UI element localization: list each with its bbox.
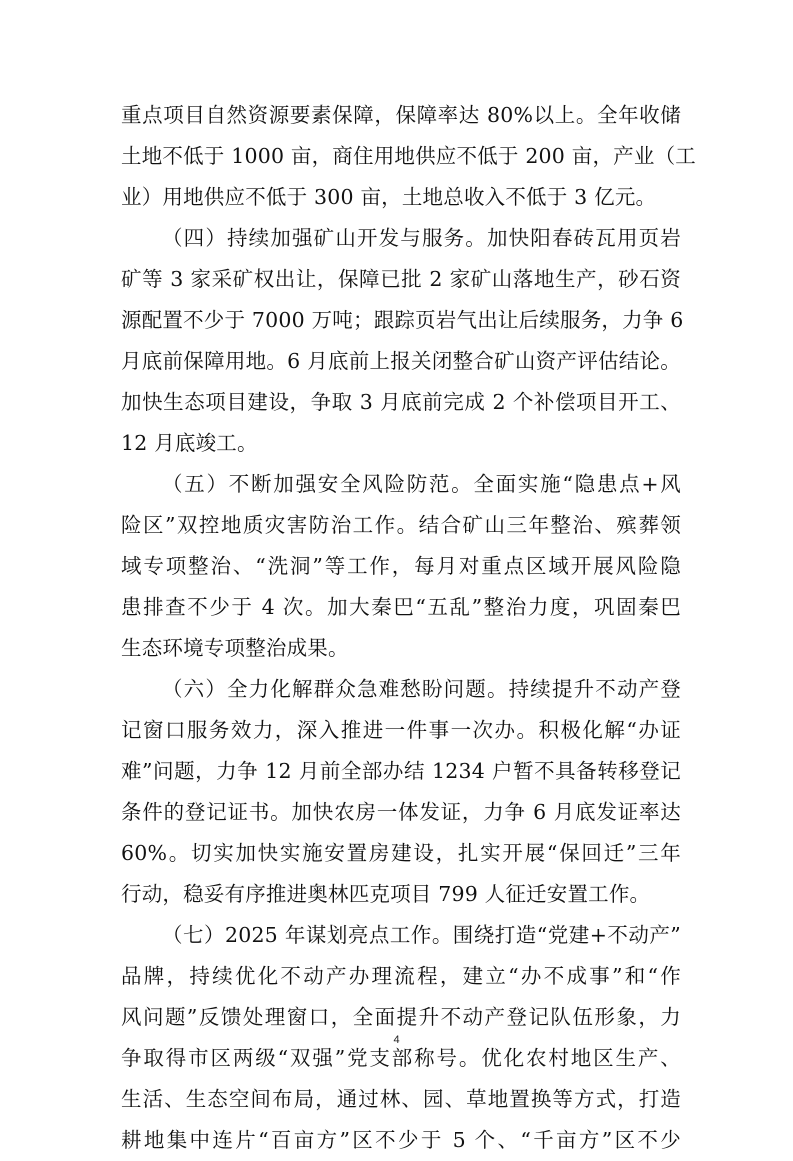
text-line: 生活、生态空间布局，通过林、园、草地置换等方式，打造 (121, 1087, 681, 1111)
text-line: （四）持续加强矿山开发与服务。加快阳春砖瓦用页岩 (162, 226, 681, 250)
text-line: 难”问题，力争 12 月前全部办结 1234 户暂不具备转移登记 (121, 759, 681, 783)
text-line: 风问题”反馈处理窗口，全面提升不动产登记队伍形象，力 (121, 1005, 681, 1029)
text-line: 患排查不少于 4 次。加大秦巴“五乱”整治力度，巩固秦巴 (121, 595, 681, 619)
text-line: 加快生态项目建设，争取 3 月底前完成 2 个补偿项目开工、 (121, 390, 681, 414)
text-line: 60%。切实加快实施安置房建设，扎实开展“保回迁”三年 (121, 841, 681, 865)
body-text (121, 95, 696, 1161)
text-line: 土地不低于 1000 亩，商住用地供应不低于 200 亩，产业（工 (121, 144, 696, 168)
text-line: 域专项整治、“洗洞”等工作，每月对重点区域开展风险隐 (121, 554, 681, 578)
text-line: （七）2025 年谋划亮点工作。围绕打造“党建+不动产” (162, 923, 681, 947)
text-line: 矿等 3 家采矿权出让，保障已批 2 家矿山落地生产，砂石资 (121, 267, 681, 291)
text-line: 条件的登记证书。加快农房一体发证，力争 6 月底发证率达 (121, 800, 681, 824)
text-line: 争取得市区两级“双强”党支部称号。优化农村地区生产、 (121, 1046, 681, 1070)
text-line: 记窗口服务效力，深入推进一件事一次办。积极化解“办证 (121, 718, 681, 742)
text-line: 业）用地供应不低于 300 亩，土地总收入不低于 3 亿元。 (121, 185, 657, 209)
text-line: 行动，稳妥有序推进奥林匹克项目 799 人征迁安置工作。 (121, 882, 651, 906)
text-line: 品牌，持续优化不动产办理流程，建立“办不成事”和“作 (121, 964, 681, 988)
text-line: 耕地集中连片“百亩方”区不少于 5 个、“千亩方”区不少 (121, 1128, 681, 1152)
text-line: （五）不断加强安全风险防范。全面实施“隐患点+风 (162, 472, 681, 496)
paragraph (121, 95, 696, 218)
paragraph (121, 669, 681, 915)
text-line: 月底前保障用地。6 月底前上报关闭整合矿山资产评估结论。 (121, 349, 681, 373)
text-line: 源配置不少于 7000 万吨；跟踪页岩气出让后续服务，力争 6 (121, 308, 684, 332)
text-line: 12 月底竣工。 (121, 431, 258, 455)
paragraph (121, 218, 684, 464)
paragraph (121, 464, 681, 669)
text-line: 险区”双控地质灾害防治工作。结合矿山三年整治、殡葬领 (121, 513, 681, 537)
text-line: 重点项目自然资源要素保障，保障率达 80%以上。全年收储 (121, 103, 681, 127)
text-line: 生态环境专项整治成果。 (121, 636, 349, 660)
page-number: 4 (393, 1034, 400, 1046)
text-line: （六）全力化解群众急难愁盼问题。持续提升不动产登 (162, 677, 681, 701)
